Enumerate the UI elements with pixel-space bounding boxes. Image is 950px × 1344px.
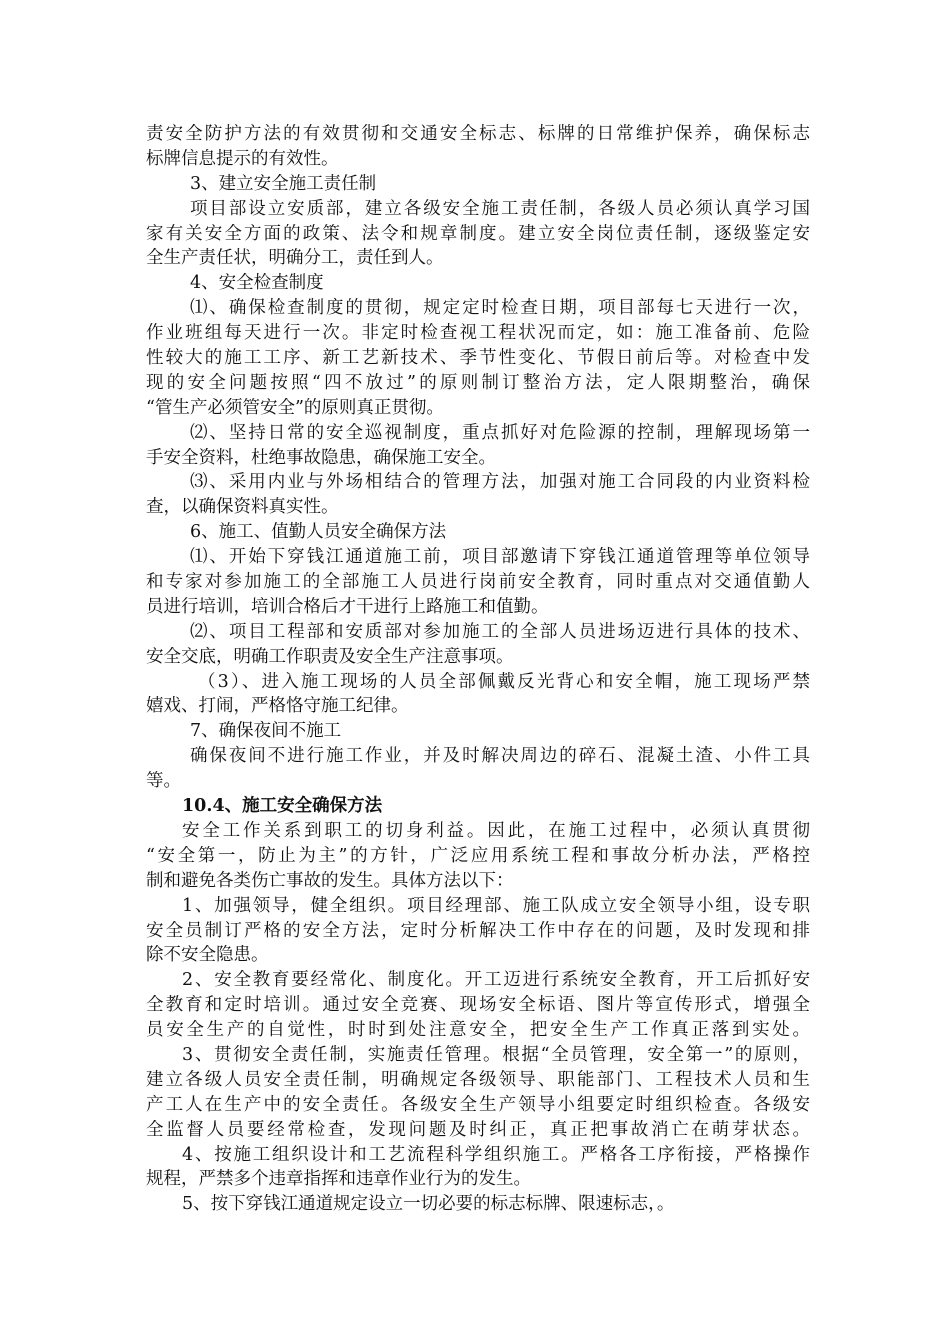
text-line: 安全工作关系到职工的切身利益。因此，在施工过程中，必须认真贯彻 [182, 820, 810, 841]
section-heading: 10.4、施工安全确保方法 [182, 796, 383, 817]
text-line: 全教育和定时培训。通过安全竞赛、现场安全标语、图片等宣传形式，增强全 [146, 995, 810, 1016]
text-line: 作业班组每天进行一次。非定时检查视工程状况而定，如：施工准备前、危险 [146, 323, 810, 344]
text-line: 7、确保夜间不施工 [190, 721, 342, 742]
text-line: 家有关安全方面的政策、法令和规章制度。建立安全岗位责任制，逐级鉴定安 [146, 223, 810, 244]
text-line: ⑵、项目工程部和安质部对参加施工的全部人员进场迈进行具体的技术、 [190, 621, 810, 642]
text-line: 3、贯彻安全责任制，实施责任管理。根据“全员管理，安全第一”的原则， [182, 1044, 810, 1065]
text-line: 安全员制订严格的安全方法，定时分析解决工作中存在的问题，及时发现和排 [146, 920, 810, 941]
document-body [146, 122, 810, 1217]
text-line: ⑶、采用内业与外场相结合的管理方法，加强对施工合同段的内业资料检 [190, 472, 810, 493]
text-line: ⑵、坚持日常的安全巡视制度，重点抓好对危险源的控制，理解现场第一 [190, 422, 810, 443]
text-line: 除不安全隐患。 [146, 945, 269, 966]
text-line: 6、施工、值勤人员安全确保方法 [190, 522, 447, 543]
text-line: 和专家对参加施工的全部施工人员进行岗前安全教育，同时重点对交通值勤人 [146, 572, 810, 593]
text-line: 员安全生产的自觉性，时时到处注意安全，把安全生产工作真正落到实处。 [146, 1020, 810, 1041]
text-line: 性较大的施工工序、新工艺新技术、季节性变化、节假日前后等。对检查中发 [146, 348, 810, 369]
text-line: 4、按施工组织设计和工艺流程科学组织施工。严格各工序衔接，严格操作 [182, 1144, 810, 1165]
text-line: 现的安全问题按照“四不放过”的原则制订整治方法，定人限期整治，确保 [146, 372, 810, 393]
text-line: 责安全防护方法的有效贯彻和交通安全标志、标牌的日常维护保养，确保标志 [146, 124, 810, 144]
text-line: 建立各级人员安全责任制，明确规定各级领导、职能部门、工程技术人员和生 [146, 1069, 810, 1090]
text-line: 全生产责任状，明确分工，责任到人。 [146, 248, 444, 269]
text-line: 3、建立安全施工责任制 [190, 173, 377, 194]
text-line: 4、安全检查制度 [190, 273, 324, 294]
text-line: 全监督人员要经常检查，发现问题及时纠正，真正把事故消亡在萌芽状态。 [146, 1119, 810, 1140]
text-line: ⑴、开始下穿钱江通道施工前，项目部邀请下穿钱江通道管理等单位领导 [190, 547, 810, 568]
text-line: 1、加强领导，健全组织。项目经理部、施工队成立安全领导小组，设专职 [182, 895, 810, 916]
text-line: 产工人在生产中的安全责任。各级安全生产领导小组要定时组织检查。各级安 [146, 1094, 810, 1115]
text-line: 查，以确保资料真实性。 [146, 497, 339, 518]
text-line: 规程，严禁多个违章指挥和违章作业行为的发生。 [146, 1169, 531, 1190]
text-line: 2、安全教育要经常化、制度化。开工迈进行系统安全教育，开工后抓好安 [182, 970, 810, 991]
text-line: 制和避免各类伤亡事故的发生。具体方法以下： [146, 870, 514, 891]
text-line: 项目部设立安质部，建立各级安全施工责任制，各级人员必须认真学习国 [190, 198, 810, 219]
text-line: 确保夜间不进行施工作业，并及时解决周边的碎石、混凝土渣、小件工具 [190, 746, 810, 767]
text-line: ⑴、确保检查制度的贯彻，规定定时检查日期，项目部每七天进行一次， [190, 298, 810, 319]
text-line: 手安全资料，杜绝事故隐患，确保施工安全。 [146, 447, 496, 468]
text-line: 嬉戏、打闹，严格恪守施工纪律。 [146, 696, 409, 717]
text-line: （3）、进入施工现场的人员全部佩戴反光背心和安全帽，施工现场严禁 [198, 671, 810, 692]
text-line: 等。 [146, 771, 181, 792]
text-line: 5、按下穿钱江通道规定设立一切必要的标志标牌、限速标志，。 [182, 1194, 675, 1215]
text-line: 安全交底，明确工作职责及安全生产注意事项。 [146, 646, 514, 667]
text-line: “安全第一，防止为主”的方针，广泛应用系统工程和事故分析办法，严格控 [146, 845, 810, 866]
text-line: 员进行培训，培训合格后才干进行上路施工和值勤。 [146, 596, 549, 617]
text-line: “管生产必须管安全”的原则真正贯彻。 [146, 397, 444, 418]
text-line: 标牌信息提示的有效性。 [146, 148, 339, 169]
